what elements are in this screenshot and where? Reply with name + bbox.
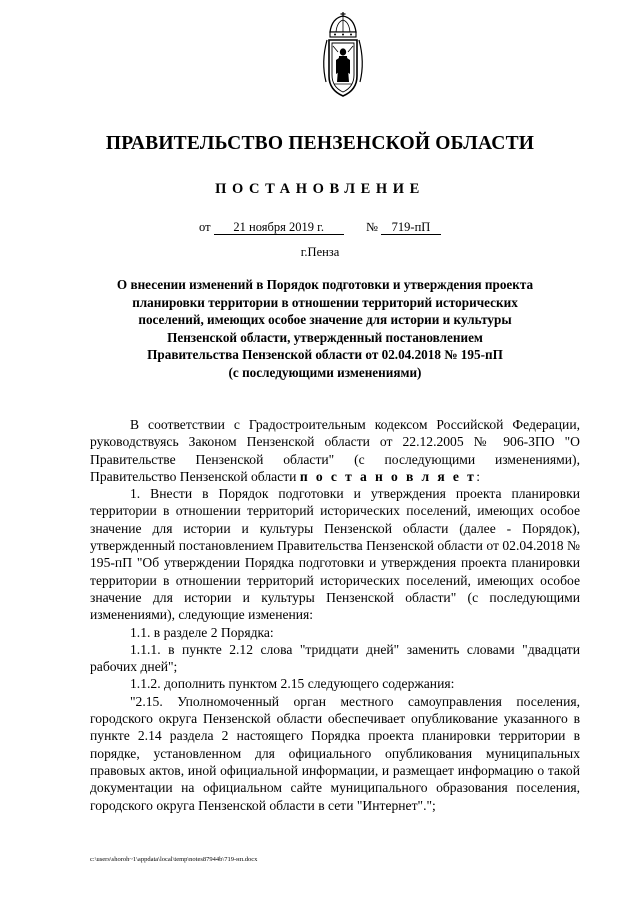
item-2-15-paragraph: "2.15. Уполномоченный орган местного самоуправления поселения, городского округа Пензенской области обеспечивает опубликование указанного в пункте 2.14 раздела 2 настоящего Порядка проекта планировки территории в порядке, установленном для официального опубликования муниципальных правовых актов, иной официальной информации, и размещает информацию о такой документации на официальном сайте муниципального образования поселения, городского округа Пензенской области в сети "Интернет"."; xyxy=(90,693,580,813)
intro-colon: : xyxy=(476,468,481,484)
city-label: г.Пенза xyxy=(300,245,340,259)
decree-body xyxy=(90,416,580,814)
subject-line: Пензенской области, утвержденный постановлением xyxy=(167,329,483,345)
decree-number: 719-пП xyxy=(381,221,441,235)
government-title: ПРАВИТЕЛЬСТВО ПЕНЗЕНСКОЙ ОБЛАСТИ xyxy=(105,133,535,154)
number-prefix: № xyxy=(365,220,378,234)
subject-line: Правительства Пензенской области от 02.04.2018 № 195-пП xyxy=(147,347,503,363)
subject-line: поселений, имеющих особое значение для истории и культуры xyxy=(138,312,512,328)
resolves-word: п о с т а н о в л я е т xyxy=(299,468,477,484)
subject-line: О внесении изменений в Порядок подготовки и утверждения проекта xyxy=(116,277,534,292)
document-type-title: ПОСТАНОВЛЕНИЕ xyxy=(215,181,425,197)
subject-line: (с последующими изменениями) xyxy=(228,364,422,380)
date-number-row xyxy=(0,220,640,235)
item-1-paragraph: 1. Внести в Порядок подготовки и утверждения проекта планировки территории в отношении территорий исторических поселений, имеющих особое значение для истории и культуры Пензенской области (далее - Порядок), утвержденный постановлением Правительства Пензенской области от 02.04.2018 № 195-пП "Об утверждении Порядка подготовки и утверждения проекта планировки территории в отношении территорий исторических поселений, имеющих особое значение для истории и культуры Пензенской области" (с последующими изменениями), следующие изменения: xyxy=(90,486,580,623)
intro-text: В соответствии с Градостроительным кодексом Российской Федерации, руководствуясь Законом Пензенской области от 22.12.2005 № 906-ЗПО "О Правительстве Пензенской области" (с последующими изменениями), Правительство Пензенской области xyxy=(90,417,580,484)
file-path-footer: c:\users\shoroh~1\appdata\local\temp\notes87944b\719-нп.docx xyxy=(90,856,258,863)
date-prefix: от xyxy=(199,220,211,234)
coat-of-arms-emblem xyxy=(318,12,368,100)
item-1-1-paragraph: 1.1. в разделе 2 Порядка: xyxy=(130,624,274,640)
decree-subject xyxy=(90,276,560,382)
decree-date: 21 ноября 2019 г. xyxy=(214,221,344,235)
item-1-1-1-paragraph: 1.1.1. в пункте 2.12 слова "тридцати дней" заменить словами "двадцати рабочих дней"; xyxy=(90,641,580,675)
intro-paragraph xyxy=(90,416,580,485)
subject-line: планировки территории в отношении территорий исторических xyxy=(132,294,518,310)
item-1-1-2-paragraph: 1.1.2. дополнить пунктом 2.15 следующего содержания: xyxy=(130,676,455,692)
